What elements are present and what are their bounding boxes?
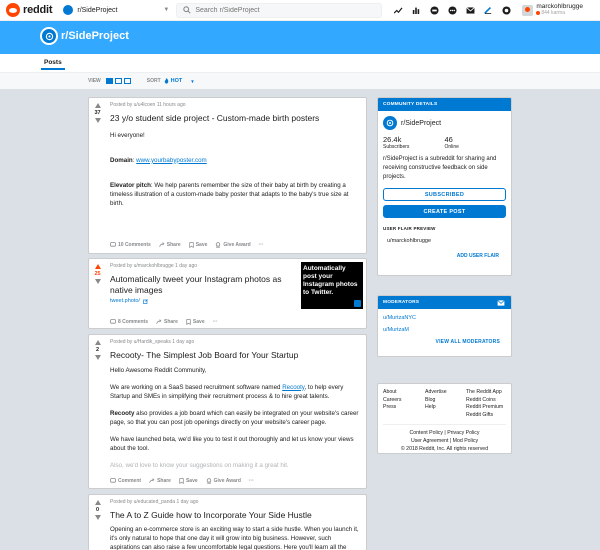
trending-icon[interactable] <box>392 4 404 16</box>
compact-view-icon[interactable] <box>124 78 131 84</box>
recooty-link[interactable]: Recooty <box>282 383 305 391</box>
sort-value: HOT <box>170 78 183 84</box>
community-switcher[interactable] <box>62 2 170 18</box>
domain-link[interactable]: www.yourbabyposter.com <box>136 156 207 164</box>
copyright: © 2018 Reddit, Inc. All rights reserved <box>400 445 489 452</box>
more-options-button[interactable]: ··· <box>258 242 264 248</box>
share-button[interactable] <box>156 319 178 325</box>
footer-link[interactable]: Reddit Coins <box>466 396 496 403</box>
post-meta: Posted by u/marckohlbrugge 1 day ago <box>110 263 197 269</box>
vote-column <box>89 98 106 253</box>
user-menu[interactable] <box>522 4 583 16</box>
save-button[interactable] <box>179 478 198 484</box>
share-button[interactable] <box>149 478 171 484</box>
post-meta: Posted by u/u4lcoen 11 hours ago <box>110 102 186 108</box>
mail-icon[interactable] <box>464 4 476 16</box>
share-icon <box>149 478 155 484</box>
moderators-header <box>378 296 511 309</box>
post-title[interactable]: Recooty- The Simplest Job Board for Your Startup <box>110 350 299 360</box>
post-paragraph <box>110 182 360 209</box>
post-body <box>110 132 360 209</box>
footer-link[interactable]: Careers <box>383 396 402 403</box>
footer-col-1 <box>383 389 425 419</box>
footer-link[interactable]: About <box>383 389 397 395</box>
post-meta: Posted by u/educated_panda 1 day ago <box>110 499 199 505</box>
post-card[interactable] <box>88 97 367 254</box>
p3-rest: also provides a job board which can easily be integrated on your website's career page, so that you can post job openings directly on your website's career page. <box>110 409 359 426</box>
comments-button[interactable] <box>110 319 148 325</box>
community-details-card <box>377 97 512 276</box>
thumbnail-text: Automatically post your Instagram photos to Twitter. <box>303 265 358 297</box>
online-stat <box>445 135 507 150</box>
post-title[interactable]: 23 y/o student side project - Custom-made birth posters <box>110 113 320 123</box>
online-label: Online <box>444 144 459 150</box>
karma-count <box>536 11 583 16</box>
downvote-icon[interactable] <box>95 515 101 520</box>
post-actions <box>110 242 272 248</box>
search-icon <box>183 6 191 14</box>
subreddit-icon <box>40 27 58 45</box>
share-label: Share <box>157 478 171 484</box>
classic-view-icon[interactable] <box>115 78 122 84</box>
footer-link[interactable]: Reddit Gifts <box>466 411 494 418</box>
policy-links[interactable]: Content Policy | Privacy Policy <box>409 430 480 437</box>
share-icon <box>156 319 162 325</box>
footer-link[interactable]: Advertise <box>425 389 447 395</box>
sort-label: SORT <box>146 78 161 84</box>
post-paragraph: Hi everyone! <box>110 131 145 139</box>
footer-divider <box>383 424 506 425</box>
external-link-icon <box>143 299 148 304</box>
give-award-label: Give Award <box>223 242 251 248</box>
post-score: 37 <box>94 110 101 116</box>
logo-text: reddit <box>23 4 53 16</box>
downvote-icon[interactable] <box>95 118 101 123</box>
create-post-button[interactable]: CREATE POST <box>383 205 506 218</box>
post-score: 2 <box>95 347 100 353</box>
upvote-icon[interactable] <box>95 340 101 345</box>
reddit-logo-icon <box>6 3 20 17</box>
footer-link[interactable]: Help <box>425 404 436 411</box>
user-info <box>536 4 583 16</box>
tab-active-indicator <box>41 68 65 70</box>
post-score: 25 <box>94 271 101 277</box>
subscribers-count: 26.4k <box>383 135 402 144</box>
post-card[interactable] <box>88 258 367 329</box>
online-count: 46 <box>444 135 453 144</box>
footer-link[interactable]: The Reddit App <box>466 389 502 395</box>
pencil-icon[interactable] <box>482 4 494 16</box>
post-paragraph <box>110 384 360 402</box>
downvote-icon[interactable] <box>95 355 101 360</box>
save-icon <box>186 319 191 325</box>
domain-separator: : <box>132 156 135 164</box>
post-paragraph: Hello Awesome Reddit Community, <box>110 366 207 374</box>
save-icon <box>189 242 194 248</box>
top-header <box>0 0 600 21</box>
more-options-button[interactable]: ··· <box>248 478 254 484</box>
post-paragraph <box>110 410 360 428</box>
comments-label: 10 Comments <box>118 242 151 248</box>
view-all-moderators-button[interactable]: VIEW ALL MODERATORS <box>435 339 500 345</box>
external-link-icon <box>354 300 361 307</box>
header-icons <box>392 4 518 16</box>
comment-icon <box>110 242 116 248</box>
post-card[interactable] <box>88 334 367 489</box>
p2-after: , to help every Startup and SMEs in simplifying their recruitment process & to hire great talents. <box>110 383 344 400</box>
mail-icon[interactable] <box>497 300 505 306</box>
community-details-header: COMMUNITY DETAILS <box>378 98 511 111</box>
subscribed-button[interactable]: SUBSCRIBED <box>383 188 506 201</box>
share-icon <box>159 242 165 248</box>
save-label: Save <box>195 242 208 248</box>
search-input[interactable] <box>195 7 365 14</box>
save-button[interactable] <box>189 242 208 248</box>
upvote-icon[interactable] <box>95 264 101 269</box>
karma-text: 844 karma <box>541 9 565 16</box>
footer-link[interactable]: Reddit Premium <box>466 404 504 411</box>
comments-label: 8 Comments <box>118 319 149 325</box>
pitch-text: : We help parents remember the size of their baby at birth by creating a timeless illustration of a custom-made baby poster that adapts to the baby's true size at birth. <box>110 181 349 207</box>
coins-icon[interactable] <box>500 4 512 16</box>
save-icon <box>179 478 184 484</box>
footer-col-3 <box>466 389 503 419</box>
post-body: Opening an e-commerce store is an exciting way to start a side hustle. When you launch it, it's only natural to hope that one day it will grow into big business. However, such aspirations can also raise a few uncomfortable legal questions. Here you'll learn all the <box>110 525 359 550</box>
community-icon <box>63 5 73 15</box>
more-options-button[interactable]: ··· <box>212 319 218 325</box>
add-user-flair-button[interactable]: ADD USER FLAIR <box>456 253 499 259</box>
post-paragraph: We have launched beta, we'd like you to test it out thoroughly and let us know your views about the tool. <box>110 435 354 452</box>
give-award-button[interactable] <box>206 478 241 484</box>
search-bar[interactable] <box>176 3 382 18</box>
moderator-link[interactable]: u/MurtzaNYC <box>383 315 417 321</box>
avatar <box>522 5 533 16</box>
community-name[interactable]: r/SideProject <box>401 119 442 127</box>
footer-link[interactable]: Blog <box>425 396 436 403</box>
view-label: VIEW <box>88 78 101 84</box>
post-title[interactable]: The A to Z Guide how to Incorporate Your Side Hustle <box>110 510 312 520</box>
community-description: r/SideProject is a subreddit for sharing and receiving constructive feedback on side projects. <box>383 156 497 180</box>
flame-icon <box>164 78 169 84</box>
subscribers-label: Subscribers <box>383 144 410 150</box>
footer-card <box>377 383 512 454</box>
vote-column <box>89 335 106 488</box>
post-paragraph: Also, we'd love to know your suggestions on making it a great hit. <box>110 461 289 469</box>
upvote-icon[interactable] <box>95 103 101 108</box>
sort-bar <box>0 72 600 89</box>
downvote-icon[interactable] <box>95 279 101 284</box>
post-domain[interactable] <box>110 298 294 304</box>
pitch-label: Elevator pitch <box>110 181 151 189</box>
post-card[interactable] <box>88 494 367 550</box>
post-body <box>110 367 360 471</box>
comments-button[interactable] <box>110 478 141 484</box>
vote-column <box>89 259 106 328</box>
post-paragraph <box>110 157 360 166</box>
post-thumbnail[interactable] <box>301 262 363 309</box>
save-label: Save <box>192 319 205 325</box>
comment-icon <box>110 319 116 325</box>
share-button[interactable] <box>159 242 181 248</box>
comments-button[interactable] <box>110 242 151 248</box>
karma-icon <box>536 11 540 15</box>
chevron-down-icon: ▼ <box>163 7 170 13</box>
username: marckohlbrugge <box>536 3 583 11</box>
post-actions <box>110 319 226 325</box>
share-label: Share <box>164 319 178 325</box>
give-award-button[interactable] <box>215 242 250 248</box>
moderator-link[interactable]: u/MurtzaM <box>383 327 409 333</box>
save-button[interactable] <box>186 319 205 325</box>
post-actions <box>110 478 262 484</box>
tab-posts[interactable]: Posts <box>44 59 62 66</box>
card-view-icon[interactable] <box>106 78 113 84</box>
comments-label: Comment <box>118 478 142 484</box>
footer-col-2 <box>425 389 466 419</box>
domain-label: Domain <box>110 156 133 164</box>
award-icon <box>206 478 212 484</box>
agreement-links[interactable]: User Agreement | Mod Policy <box>410 437 479 444</box>
post-title[interactable]: Automatically tweet your Instagram photos as native images <box>110 274 282 295</box>
post-domain-label: tweet.photo/ <box>110 298 140 305</box>
chat-icon[interactable] <box>446 4 458 16</box>
vote-column <box>89 495 106 550</box>
popular-icon[interactable] <box>428 4 440 16</box>
moderators-title: MODERATORS <box>383 300 420 305</box>
subscribers-stat <box>383 135 445 150</box>
comment-icon <box>110 478 116 484</box>
chart-icon[interactable] <box>410 4 422 16</box>
upvote-icon[interactable] <box>95 500 101 505</box>
chevron-down-icon: ▼ <box>190 78 195 84</box>
footer-link[interactable]: Press <box>383 404 397 411</box>
save-label: Save <box>185 478 198 484</box>
reddit-logo[interactable] <box>6 3 52 17</box>
subreddit-icon <box>383 116 397 130</box>
post-meta: Posted by u/Hardik_speaks 1 day ago <box>110 339 195 345</box>
moderators-card <box>377 295 512 357</box>
user-flair-preview-label: USER FLAIR PREVIEW <box>383 226 436 231</box>
flair-username: u/marckohlbrugge <box>387 238 432 244</box>
subreddit-title: r/SideProject <box>61 30 129 42</box>
give-award-label: Give Award <box>213 478 241 484</box>
community-switcher-label: r/SideProject <box>77 6 118 14</box>
p3-bold: Recooty <box>110 409 135 417</box>
award-icon <box>215 242 221 248</box>
share-label: Share <box>166 242 181 248</box>
post-score: 0 <box>95 507 100 513</box>
p2-before: We are working on a SaaS based recruitment software named <box>110 383 283 391</box>
sort-dropdown[interactable] <box>164 78 195 84</box>
